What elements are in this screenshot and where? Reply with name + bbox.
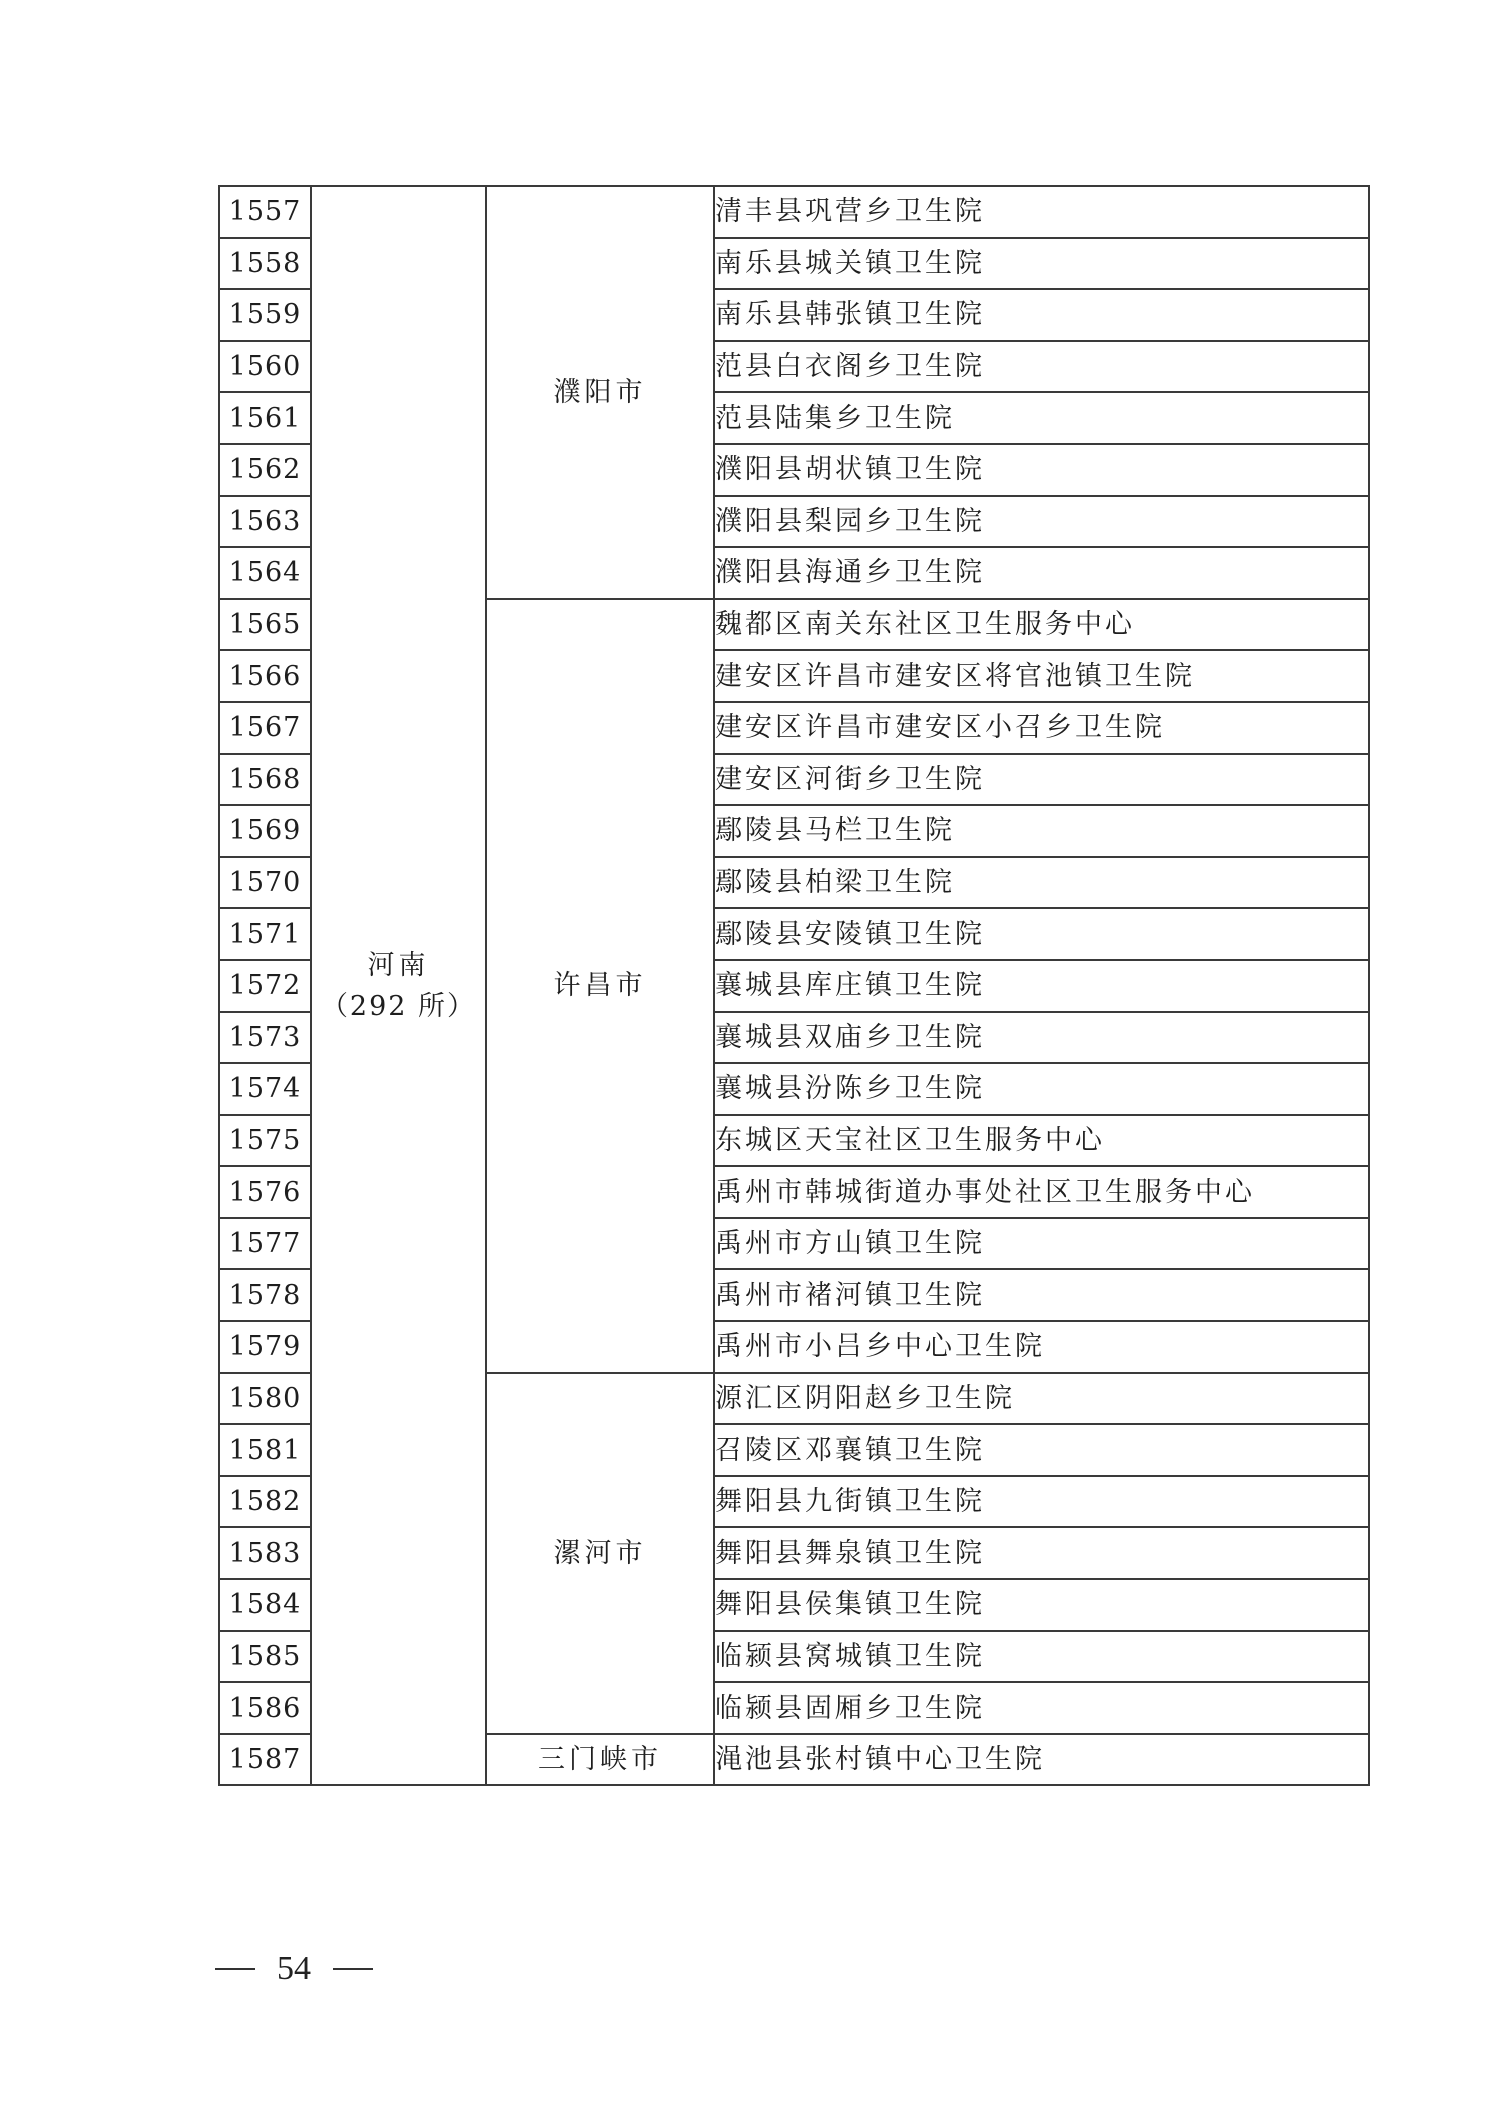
institution-name: 襄城县汾陈乡卫生院	[714, 1063, 1369, 1115]
row-number: 1570	[219, 857, 311, 909]
institution-name: 临颍县窝城镇卫生院	[714, 1631, 1369, 1683]
institution-name: 禹州市小吕乡中心卫生院	[714, 1321, 1369, 1373]
row-number: 1580	[219, 1373, 311, 1425]
institution-table	[218, 185, 1370, 1786]
row-number: 1575	[219, 1115, 311, 1167]
institution-name: 东城区天宝社区卫生服务中心	[714, 1115, 1369, 1167]
institution-name: 建安区河街乡卫生院	[714, 754, 1369, 806]
institution-name: 鄢陵县马栏卫生院	[714, 805, 1369, 857]
institution-name: 建安区许昌市建安区将官池镇卫生院	[714, 650, 1369, 702]
row-number: 1572	[219, 960, 311, 1012]
city-cell: 三门峡市	[486, 1734, 714, 1786]
institution-name: 范县白衣阁乡卫生院	[714, 341, 1369, 393]
province-name: 河南	[367, 949, 430, 981]
row-number: 1582	[219, 1476, 311, 1528]
institution-name: 襄城县库庄镇卫生院	[714, 960, 1369, 1012]
row-number: 1569	[219, 805, 311, 857]
page-number: 54	[277, 1950, 311, 1987]
institution-name: 濮阳县胡状镇卫生院	[714, 444, 1369, 496]
page-footer	[215, 1950, 373, 1988]
institution-name: 舞阳县侯集镇卫生院	[714, 1579, 1369, 1631]
city-cell: 许昌市	[486, 599, 714, 1373]
footer-dash-left	[215, 1968, 255, 1970]
row-number: 1558	[219, 238, 311, 290]
row-number: 1576	[219, 1166, 311, 1218]
footer-dash-right	[333, 1968, 373, 1970]
institution-name: 濮阳县梨园乡卫生院	[714, 496, 1369, 548]
row-number: 1583	[219, 1527, 311, 1579]
institution-name: 源汇区阴阳赵乡卫生院	[714, 1373, 1369, 1425]
institution-name: 渑池县张村镇中心卫生院	[714, 1734, 1369, 1786]
institution-name: 濮阳县海通乡卫生院	[714, 547, 1369, 599]
institution-name: 南乐县韩张镇卫生院	[714, 289, 1369, 341]
institution-name: 舞阳县舞泉镇卫生院	[714, 1527, 1369, 1579]
institution-name: 召陵区邓襄镇卫生院	[714, 1424, 1369, 1476]
institution-name: 禹州市方山镇卫生院	[714, 1218, 1369, 1270]
institution-name: 魏都区南关东社区卫生服务中心	[714, 599, 1369, 651]
row-number: 1581	[219, 1424, 311, 1476]
row-number: 1557	[219, 186, 311, 238]
province-cell	[311, 186, 486, 1785]
institution-name: 襄城县双庙乡卫生院	[714, 1012, 1369, 1064]
table-body	[219, 186, 1369, 1785]
institution-name: 舞阳县九街镇卫生院	[714, 1476, 1369, 1528]
row-number: 1573	[219, 1012, 311, 1064]
row-number: 1561	[219, 392, 311, 444]
row-number: 1586	[219, 1682, 311, 1734]
institution-name: 禹州市褚河镇卫生院	[714, 1269, 1369, 1321]
row-number: 1587	[219, 1734, 311, 1786]
row-number: 1577	[219, 1218, 311, 1270]
row-number: 1585	[219, 1631, 311, 1683]
row-number: 1579	[219, 1321, 311, 1373]
table-row	[219, 186, 1369, 238]
row-number: 1563	[219, 496, 311, 548]
row-number: 1567	[219, 702, 311, 754]
row-number: 1574	[219, 1063, 311, 1115]
institution-name: 范县陆集乡卫生院	[714, 392, 1369, 444]
row-number: 1571	[219, 908, 311, 960]
institution-name: 鄢陵县安陵镇卫生院	[714, 908, 1369, 960]
institution-name: 鄢陵县柏梁卫生院	[714, 857, 1369, 909]
row-number: 1566	[219, 650, 311, 702]
city-cell: 漯河市	[486, 1373, 714, 1734]
city-cell: 濮阳市	[486, 186, 714, 599]
row-number: 1584	[219, 1579, 311, 1631]
institution-name: 建安区许昌市建安区小召乡卫生院	[714, 702, 1369, 754]
row-number: 1564	[219, 547, 311, 599]
row-number: 1565	[219, 599, 311, 651]
institution-name: 禹州市韩城街道办事处社区卫生服务中心	[714, 1166, 1369, 1218]
province-count: （292 所）	[320, 990, 477, 1022]
institution-name: 临颍县固厢乡卫生院	[714, 1682, 1369, 1734]
row-number: 1560	[219, 341, 311, 393]
institution-name: 南乐县城关镇卫生院	[714, 238, 1369, 290]
institution-name: 清丰县巩营乡卫生院	[714, 186, 1369, 238]
row-number: 1568	[219, 754, 311, 806]
row-number: 1559	[219, 289, 311, 341]
row-number: 1562	[219, 444, 311, 496]
row-number: 1578	[219, 1269, 311, 1321]
